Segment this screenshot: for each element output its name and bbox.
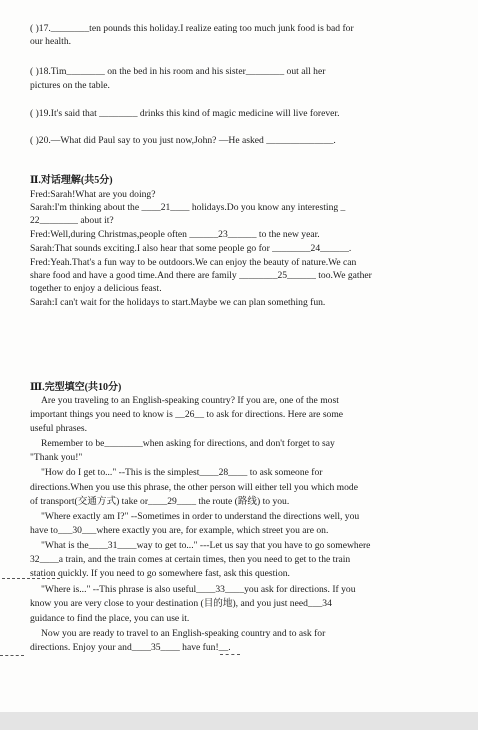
passage-line: Are you traveling to an English-speaking country? If you are, one of the most xyxy=(41,395,339,406)
fold-line xyxy=(2,578,60,579)
passage-line: Remember to be________when asking for directions, and don't forget to say xyxy=(41,438,335,449)
question-18-stem: ( )18.Tim________ on the bed in his room and his sister________ out all her xyxy=(30,66,326,77)
dialogue-line: Sarah:I can't wait for the holidays to start.Maybe we can plan something fun. xyxy=(30,297,326,308)
section-3-title: Ⅲ.完型填空(共10分) xyxy=(30,382,122,393)
passage-line: guidance to find the place, you can use it. xyxy=(30,613,190,624)
passage-line: station quickly. If you need to go somewhere fast, ask this question. xyxy=(30,568,290,579)
question-17-stem-cont: our health. xyxy=(30,36,72,47)
passage-line: "Thank you!" xyxy=(30,452,83,463)
dialogue-line: Sarah:I'm thinking about the ____21____ holidays.Do you know any interesting _ xyxy=(30,202,346,213)
passage-line: "What is the____31____way to get to..." ---Let us say that you have to go somewhere xyxy=(41,540,371,551)
passage-line: directions. Enjoy your and____35____ have fun!__. xyxy=(30,642,231,653)
question-19-stem: ( )19.It's said that ________ drinks this kind of magic medicine will live forever. xyxy=(30,108,340,119)
passage-line: of transport(交通方式) take or____29____ the route (路线) to you. xyxy=(30,496,290,507)
dialogue-line: Sarah:That sounds exciting.I also hear that some people go for ________24______. xyxy=(30,243,352,254)
question-17-stem: ( )17.________ten pounds this holiday.I realize eating too much junk food is bad for xyxy=(30,23,354,34)
passage-line: directions.When you use this phrase, the other person will either tell you which mode xyxy=(30,482,358,493)
dialogue-line: Fred:Well,during Christmas,people often ______23______ to the new year. xyxy=(30,229,320,240)
passage-line: important things you need to know is __26__ to ask for directions. Here are some xyxy=(30,409,344,420)
passage-line: Now you are ready to travel to an English-speaking country and to ask for xyxy=(41,628,326,639)
passage-line: have to___30___where exactly you are, for example, which street you are on. xyxy=(30,525,329,536)
question-18-stem-cont: pictures on the table. xyxy=(30,80,110,91)
dialogue-line: 22________ about it? xyxy=(30,215,114,226)
fold-line xyxy=(220,654,240,655)
passage-line: useful phrases. xyxy=(30,423,88,434)
dialogue-line: Fred:Yeah.That's a fun way to be outdoors.We can enjoy the beauty of nature.We can xyxy=(30,257,357,268)
question-20-stem: ( )20.—What did Paul say to you just now,John? —He asked ______________. xyxy=(30,135,336,146)
section-2-title: Ⅱ.对话理解(共5分) xyxy=(30,175,113,186)
passage-line: 32____a train, and the train comes at certain times, then you need to get to the train xyxy=(30,554,351,565)
passage-line: "Where exactly am I?" --Sometimes in order to understand the directions well, you xyxy=(41,511,360,522)
passage-line: know you are very close to your destination (目的地), and you just need___34 xyxy=(30,598,332,609)
passage-line: "Where is..." --This phrase is also useful____33____you ask for directions. If you xyxy=(41,584,356,595)
passage-line: "How do I get to..." --This is the simplest____28____ to ask someone for xyxy=(41,467,323,478)
fold-line xyxy=(0,655,24,656)
dialogue-line: Fred:Sarah!What are you doing? xyxy=(30,189,156,200)
dialogue-line: together to enjoy a delicious feast. xyxy=(30,283,162,294)
dialogue-line: share food and have a good time.And there are family ________25______ too.We gather xyxy=(30,270,372,281)
viewer-bottom-bar xyxy=(0,712,478,730)
